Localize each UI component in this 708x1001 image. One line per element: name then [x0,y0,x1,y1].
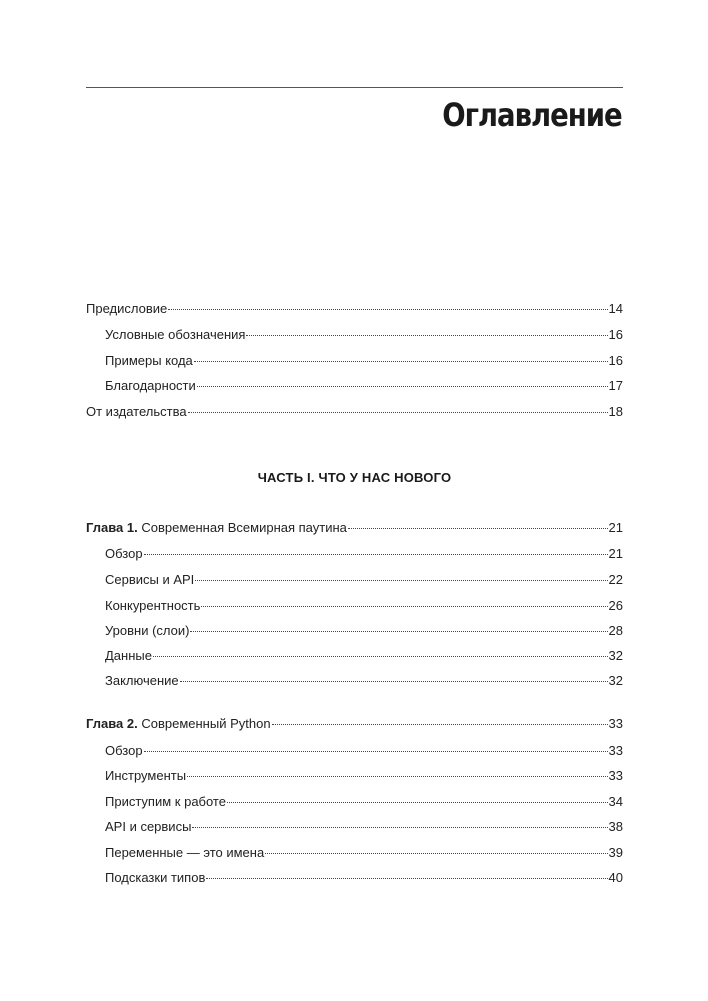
toc-entry-label [86,714,271,734]
toc-entry-page: 22 [608,572,623,587]
toc-entry-ch1-layers[interactable] [86,620,623,640]
page-title: Оглавление [442,96,622,134]
dot-leader [188,398,608,413]
dot-leader [348,514,608,529]
chapter-prefix: Глава 1. [86,520,138,535]
toc-entry-page: 28 [608,623,623,638]
toc-entry-ch1-services-api[interactable] [86,569,623,589]
toc-entry-page: 40 [608,870,623,885]
toc-entry-label: Примеры кода [105,353,193,368]
dot-leader [206,864,607,879]
toc-entry-chapter-2[interactable] [86,713,623,733]
dot-leader [187,762,607,777]
toc-entry-ch2-type-hints[interactable] [86,867,623,887]
dot-leader [272,710,608,725]
dot-leader [265,839,607,854]
toc-entry-label: Предисловие [86,301,168,316]
toc-entry-label: Благодарности [105,378,196,393]
dot-leader [246,321,607,336]
toc-entry-label: API и сервисы [105,819,192,834]
chapter-title: Современный Python [141,716,271,731]
chapter-prefix: Глава 2. [86,716,138,731]
toc-entry-page: 33 [608,716,623,731]
toc-entry-page: 26 [608,598,623,613]
dot-leader [227,788,608,803]
toc-entry-ch1-conclusion[interactable] [86,670,623,690]
toc-entry-label: Обзор [105,546,143,561]
toc-entry-ch2-getting-started[interactable] [86,791,623,811]
toc-entry-from-publisher[interactable] [86,401,623,421]
dot-leader [197,372,608,387]
toc-entry-ch2-variables[interactable] [86,842,623,862]
toc-entry-page: 17 [608,378,623,393]
toc-entry-label: Условные обозначения [105,327,246,342]
toc-entry-label: От издательства [86,404,187,419]
toc-entry-page: 14 [608,301,623,316]
toc-entry-label [86,518,347,538]
toc-entry-ch1-overview[interactable] [86,543,623,563]
toc-entry-label: Инструменты [105,768,187,783]
dot-leader [201,592,607,607]
dot-leader [144,737,608,752]
dot-leader [153,642,608,657]
toc-entry-acknowledgements[interactable] [86,375,623,395]
dot-leader [194,347,608,362]
dot-leader [180,667,608,682]
toc-entry-page: 33 [608,743,623,758]
toc-entry-page: 39 [608,845,623,860]
toc-entry-label: Уровни (слои) [105,623,190,638]
toc-entry-ch2-tools[interactable] [86,765,623,785]
toc-entry-page: 21 [608,520,623,535]
dot-leader [168,295,607,310]
toc-entry-chapter-1[interactable] [86,517,623,537]
toc-entry-page: 38 [608,819,623,834]
toc-entry-ch1-data[interactable] [86,645,623,665]
toc-entry-label: Подсказки типов [105,870,206,885]
toc-entry-page: 32 [608,648,623,663]
toc-entry-label: Приступим к работе [105,794,226,809]
toc-entry-conventions[interactable] [86,324,623,344]
dot-leader [190,617,607,632]
toc-entry-label: Сервисы и API [105,572,195,587]
toc-entry-ch2-api-services[interactable] [86,816,623,836]
chapter-title: Современная Всемирная паутина [141,520,347,535]
dot-leader [144,540,608,555]
toc-entry-label: Конкурентность [105,598,201,613]
toc-entry-label: Переменные — это имена [105,845,265,860]
top-rule [86,87,623,88]
toc-entry-label: Заключение [105,673,179,688]
toc-entry-code-examples[interactable] [86,350,623,370]
dot-leader [192,813,607,828]
toc-entry-page: 32 [608,673,623,688]
toc-entry-page: 18 [608,404,623,419]
toc-entry-label: Обзор [105,743,143,758]
toc-entry-label: Данные [105,648,152,663]
toc-entry-ch2-overview[interactable] [86,740,623,760]
toc-entry-ch1-concurrency[interactable] [86,595,623,615]
toc-entry-preface[interactable] [86,298,623,318]
toc-entry-page: 33 [608,768,623,783]
part-heading: ЧАСТЬ I. ЧТО У НАС НОВОГО [257,470,452,485]
toc-entry-page: 34 [608,794,623,809]
toc-entry-page: 21 [608,546,623,561]
dot-leader [195,566,607,581]
toc-entry-page: 16 [608,353,623,368]
toc-entry-page: 16 [608,327,623,342]
